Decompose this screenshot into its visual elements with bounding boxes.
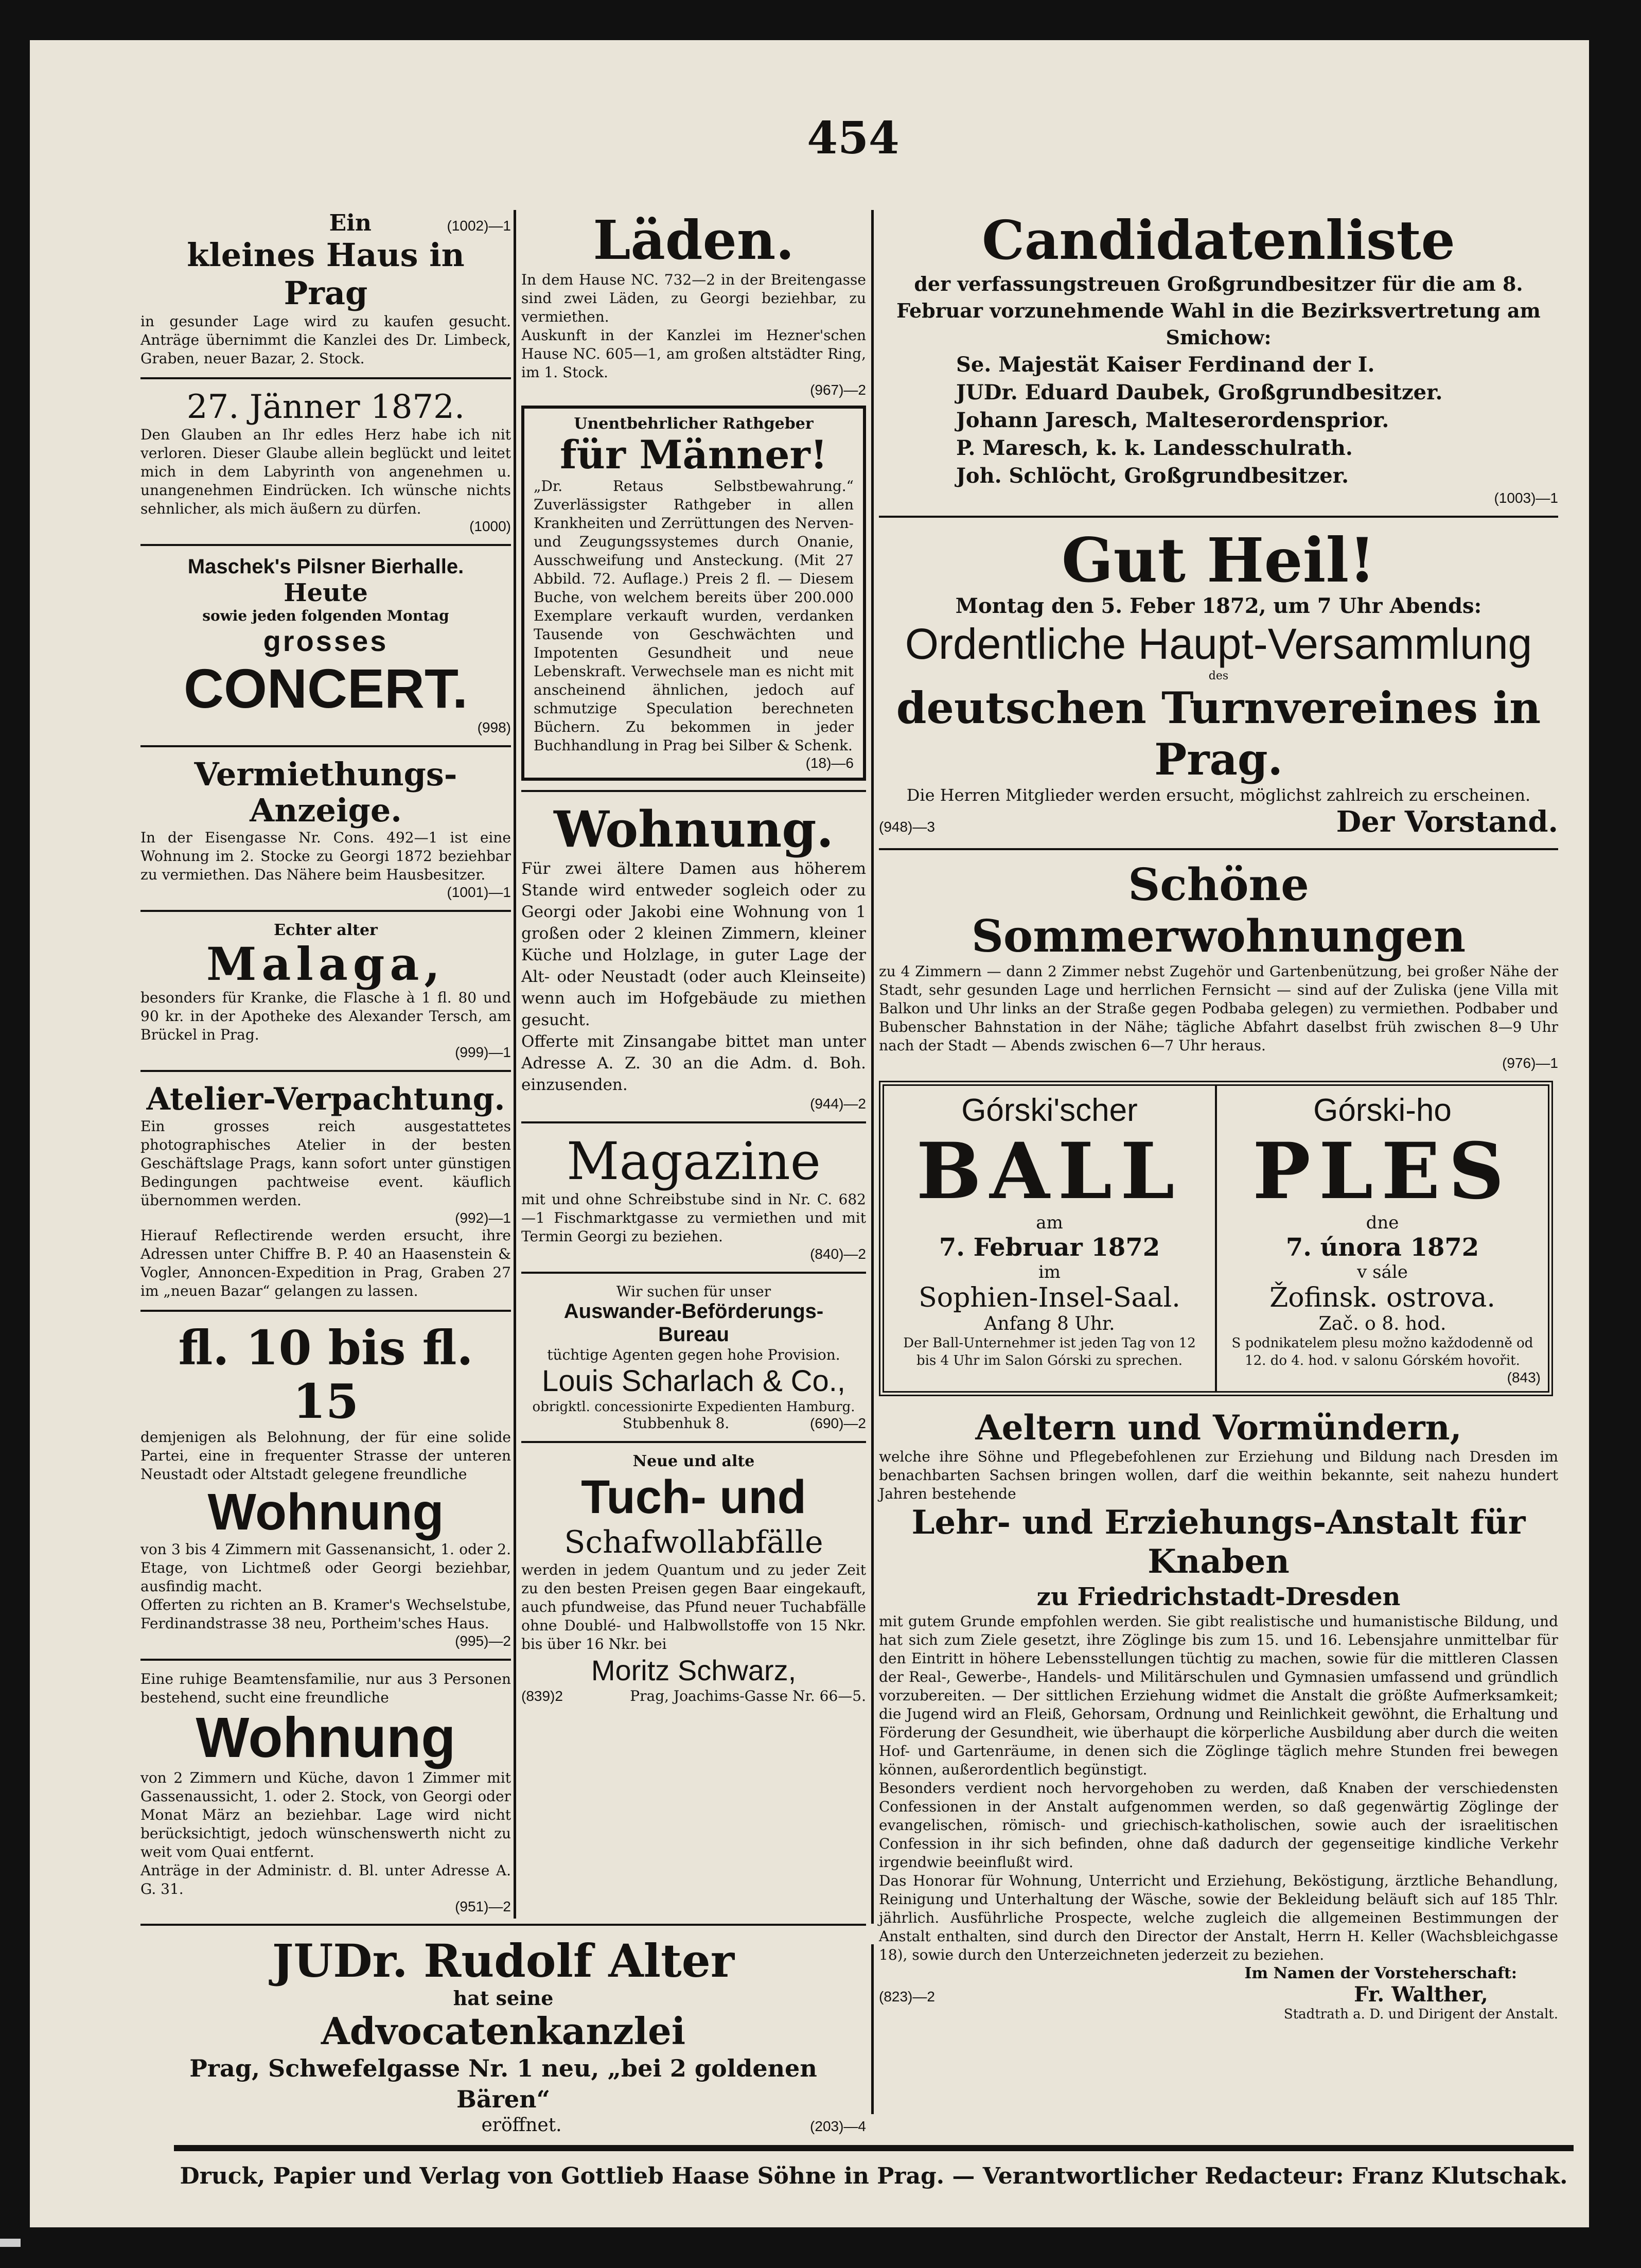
- ad-line: Prag, Schwefelgasse Nr. 1 neu, „bei 2 goldenen Bären“: [189, 2054, 817, 2113]
- ad-title: Wohnung.: [554, 800, 834, 858]
- page-number: 454: [807, 112, 899, 164]
- ad-line: hat seine: [453, 1986, 554, 2010]
- column-rule: [514, 210, 516, 1919]
- ad-title: Schöne Sommerwohnungen: [971, 859, 1466, 962]
- ad-maenner: [521, 406, 866, 781]
- ball-czech: [1215, 1086, 1548, 1391]
- ad-ref: (840)—2: [810, 1246, 866, 1262]
- ad-text: Hierauf Reflectirende werden ersucht, ihre Adressen unter Chiffre B. P. 40 an Haasenstein & Vogler, Annoncen-Expedition in Prag, Graben 27 im „neuen Bazar“ gelangen zu lassen.: [140, 1227, 511, 1299]
- ad-text: Für zwei ältere Damen aus höherem Stande wird entweder sogleich oder zu Georgi oder Jakobi eine Wohnung von 1 großen oder 2 kleinen Zimmern, kleiner Küche und Holzlage, in guter Lage der Alt- oder Neustadt (oder auch Kleinseite) wenn auch im Hofgebäude zu miethen gesucht.: [521, 859, 866, 1029]
- ad-line: Anfang 8 Uhr.: [984, 1313, 1115, 1334]
- ad-date: 7. Februar 1872: [939, 1233, 1160, 1262]
- ad-candidaten: [879, 210, 1558, 506]
- ad-tuch: [521, 1452, 866, 1704]
- ad-title: Louis Scharlach & Co.,: [542, 1364, 845, 1398]
- ad-title: CONCERT.: [183, 657, 468, 719]
- ad-title: Vermiethungs-: [194, 755, 457, 793]
- ad-ref: (967)—2: [810, 382, 866, 398]
- ad-line: Górski-ho: [1313, 1093, 1452, 1128]
- ad-vermiethung: [140, 757, 511, 901]
- imprint-footer: Druck, Papier und Verlag von Gottlieb Haase Söhne in Prag. — Verantwortlicher Redacteur: Franz Klutschak.: [180, 2163, 1568, 2189]
- ad-ref: (976)—1: [1502, 1055, 1558, 1071]
- ad-ref: (18)—6: [805, 755, 854, 771]
- ad-ref: (998): [477, 719, 511, 735]
- ad-title: Ordentliche Haupt-Versammlung: [905, 620, 1532, 668]
- ad-line: Zač. o 8. hod.: [1318, 1313, 1446, 1334]
- ad-text: S podnikatelem plesu možno každodenně od 12. do 4. hod. v salonu Górském hovořit.: [1231, 1335, 1533, 1368]
- ad-text: von 3 bis 4 Zimmern mit Gassenansicht, 1. oder 2. Etage, von Lichtmeß oder Georgi beziehbar, ausfindig macht.: [140, 1541, 511, 1595]
- ad-signature: Fr. Walther,: [1354, 1982, 1488, 2007]
- ad-headline: Maschek's Pilsner Bierhalle.: [187, 555, 464, 578]
- ad-wohnung-gesucht: [140, 1670, 511, 1915]
- ad-title: kleines Haus in Prag: [187, 236, 465, 312]
- ad-kleines-haus: [140, 210, 511, 368]
- ad-title: Wohnung: [207, 1483, 444, 1541]
- ad-text: Das Honorar für Wohnung, Unterricht und Erziehung, Beköstigung, ärztliche Behandlung, Reinigung und Unterhaltung der Wäsche, sowie der Bekleidung beläuft sich auf 185 Thlr. jährlich. Ausführliche Prospecte, welche zugleich die allgemeinen Bestimmungen der Anstalt enthalten, sind durch den Director der Anstalt, Herrn H. Keller (Wachsbleichgasse 18), sowie durch den Unterzeichneten jederzeit zu beziehen.: [879, 1872, 1558, 1963]
- ad-ref: (951)—2: [455, 1898, 511, 1914]
- ad-text: Offerten zu richten an B. Kramer's Wechselstube, Ferdinandstrasse 38 neu, Portheim'sches Haus.: [140, 1596, 511, 1632]
- ad-ref: (995)—2: [455, 1633, 511, 1649]
- ad-text: Anträge in der Administr. d. Bl. unter Adresse A. G. 31.: [140, 1862, 511, 1897]
- ad-text: Besonders verdient noch hervorgehoben zu werden, daß Knaben der verschiedensten Confessionen in der Anstalt aufgenommen werden, so daß gegenwärtig Zöglinge der evangelischen, römisch- und griechisch-katholischen, sowie auch der israelitischen Confession in ihr sich befinden, ohne daß dadurch der gegenseitige kindliche Verkehr irgendwie beeinflußt wird.: [879, 1780, 1558, 1871]
- ad-title: Advocatenkanzlei: [321, 2009, 686, 2053]
- candidate-list: [879, 351, 1558, 490]
- ad-magazine: [521, 1133, 866, 1262]
- ad-title: Läden.: [593, 208, 795, 272]
- column-rule: [871, 210, 874, 1924]
- newspaper-page: [30, 40, 1589, 2227]
- ad-line: des: [1208, 670, 1229, 682]
- ad-laeden: [521, 210, 866, 398]
- ad-line: sowie jeden folgenden Montag: [202, 607, 449, 624]
- ad-belohnung: [140, 1321, 511, 1649]
- ad-text: werden in jedem Quantum und zu jeder Zeit zu den besten Preisen gegen Baar eingekauft, auch pfundweise, das Pfund neuer Tuchabfälle ohne Doublé- und Halbwollstoffe von 15 Nkr. bis über 16 Nkr. bei: [521, 1561, 866, 1652]
- ad-headline: Neue und alte: [632, 1452, 755, 1470]
- ad-title: PLES: [1252, 1126, 1512, 1217]
- ad-title: Schafwollabfälle: [564, 1524, 823, 1560]
- ad-text: zu 4 Zimmern — dann 2 Zimmer nebst Zugehör und Gartenbenützung, bei großer Nähe der Stadt, sehr gesunden Lage und herrlichen Fernsicht — sind auf der Zuliska (jene Villa mit Balkon und Uhr links an der Straße gegen Podbaba gelegen) zu vermiethen. Podbaber und Bubenscher Bahnstation in der Nähe; tägliche Abfahrt daselbst früh zwischen 8—9 Uhr nach der Stadt — Abends zwischen 6—7 Uhr heraus.: [879, 963, 1558, 1054]
- ad-headline: Ein: [329, 210, 372, 236]
- ad-ref: (690)—2: [810, 1415, 866, 1431]
- column-middle: [521, 210, 866, 1704]
- ad-line: Górski'scher: [961, 1093, 1138, 1128]
- column-rule: [871, 1944, 874, 2114]
- ad-jaenner: [140, 389, 511, 535]
- ad-signature: Der Vorstand.: [1336, 805, 1558, 839]
- ad-title: Candidatenliste: [982, 208, 1455, 272]
- ad-ref: (839)2: [521, 1688, 563, 1704]
- ad-place: Žofinsk. ostrova.: [1269, 1282, 1495, 1313]
- ad-title: BALL: [916, 1126, 1183, 1217]
- ad-signature: Stadtrath a. D. und Dirigent der Anstalt.: [1283, 2007, 1558, 2022]
- ad-ref: (1002)—1: [447, 218, 511, 234]
- scan-edge-mark: [0, 2239, 21, 2247]
- ad-text: demjenigen als Belohnung, der für eine solide Partei, eine in frequenter Strasse der unteren Neustadt oder Altstadt gelegene freundliche: [140, 1429, 511, 1483]
- ad-text: mit und ohne Schreibstube sind in Nr. C. 682—1 Fischmarktgasse zu vermiethen und mit Termin Georgi zu beziehen.: [521, 1191, 866, 1245]
- ad-text: Den Glauben an Ihr edles Herz habe ich nit verloren. Dieser Glaube allein beglückt und leitet mich in dem Labyrinth von angenehmen u. unangenehmen Eindrücken. Ich wünsche nichts sehnlicher, als mich äußern zu dürfen.: [140, 426, 511, 517]
- ad-line: am: [1036, 1212, 1063, 1233]
- ad-text: Auskunft in der Kanzlei im Hezner'schen Hause NC. 605—1, am großen altstädter Ring, im 1. Stock.: [521, 327, 866, 381]
- ad-title: fl. 10 bis fl. 15: [178, 1320, 473, 1429]
- ad-title: Gut Heil!: [1061, 524, 1376, 596]
- ad-sommer: [879, 859, 1558, 1071]
- ad-line: Heute: [284, 578, 368, 607]
- ad-title: Wohnung: [196, 1706, 456, 1769]
- ad-text: In dem Hause NC. 732—2 in der Breitengasse sind zwei Läden, zu Georgi beziehbar, zu vermiethen.: [521, 271, 866, 325]
- ad-ref: (1001)—1: [447, 884, 511, 900]
- ad-headline: Echter alter: [274, 921, 378, 939]
- ad-text: besonders für Kranke, die Flasche à 1 fl. 80 und 90 kr. in der Apotheke des Alexander Tersch, am Brückel in Prag.: [140, 989, 511, 1043]
- ad-text: mit gutem Grunde empfohlen werden. Sie gibt realistische und humanistische Bildung, und hat sich zum Ziele gesetzt, ihre Zöglinge bis zum 15. und 16. Lebensjahre unmittelbar für den Eintritt in höhere Lebensstellungen tüchtig zu machen, sowie für die mittleren Classen der Real-, Gewerbe-, Handels- und Militärschulen und Gymnasien umfassend und gründlich vorzubereiten. — Der sittlichen Erziehung widmet die Anstalt die größte Aufmerksamkeit; die Jugend wird an Fleiß, Gehorsam, Ordnung und Reinlichkeit gewöhnt, die Erhaltung und Förderung der Gesundheit, wie überhaupt die körperliche Ausbildung aber durch die weiten Hof- und Gartenräume, in denen sich die Zöglinge täglich mehre Stunden frei bewegen können, außerordentlich begünstigt.: [879, 1613, 1558, 1778]
- ad-line: obrigktl. concessionirte Expedienten Hamburg.: [532, 1399, 855, 1415]
- ad-title: deutschen Turnvereines in Prag.: [896, 682, 1541, 785]
- ad-concert: [140, 555, 511, 736]
- ad-line: im: [1038, 1262, 1061, 1282]
- ad-place: Sophien-Insel-Saal.: [919, 1282, 1180, 1313]
- ad-ball: [879, 1081, 1553, 1396]
- ad-ref: (948)—3: [879, 819, 935, 835]
- ad-text: Der Ball-Unternehmer ist jeden Tag von 12 bis 4 Uhr im Salon Górski zu sprechen.: [903, 1335, 1196, 1368]
- ad-line: tüchtige Agenten gegen hohe Provision.: [547, 1346, 840, 1363]
- ad-aeltern: [879, 1408, 1558, 2022]
- ad-title: Aeltern und Vormündern,: [975, 1408, 1462, 1448]
- ad-line: v sále: [1357, 1262, 1408, 1282]
- ad-ref: (1000): [469, 518, 511, 534]
- ad-line: grosses: [263, 625, 389, 657]
- column-right: [879, 210, 1589, 2022]
- ad-scharlach: [521, 1283, 866, 1432]
- ad-ref: (1003)—1: [1494, 490, 1558, 506]
- ad-title: für Männer!: [559, 432, 828, 478]
- ad-title: JUDr. Rudolf Alter: [272, 1934, 735, 1988]
- ad-headline: Auswander-Beförderungs-: [563, 1300, 824, 1323]
- ad-text: „Dr. Retaus Selbstbewahrung.“ Zuverlässigster Rathgeber in allen Krankheiten und Zerrüttungen des Nerven- und Zeugungssystemes durch Onanie, Ausschweifung und Ansteckung. (Mit 27 Abbild. 72. Auflage.) Preis 2 fl. — Diesem Buche, von welchem bereits über 200.000 Exemplare verkauft wurden, verdanken Tausende von Geschwächten und Impotenten Gesundheit und neue Lebenskraft. Verwechsele man es nicht mit anscheinend ähnlichen, jedoch auf schmutzige Speculation berechneten Büchern. Zu bekommen in jeder Buchhandlung in Prag bei Silber & Schenk.: [534, 478, 854, 754]
- ad-ref: (999)—1: [455, 1044, 511, 1060]
- candidate: Joh. Schlöcht, Großgrundbesitzer.: [956, 464, 1349, 488]
- ad-atelier: [140, 1081, 511, 1300]
- column-left: [140, 210, 511, 1915]
- ad-name: Moritz Schwarz,: [591, 1654, 797, 1686]
- ad-ref: (823)—2: [879, 1989, 935, 2005]
- ad-ref: (203)—4: [810, 2118, 866, 2134]
- ad-text: in gesunder Lage wird zu kaufen gesucht. Anträge übernimmt die Kanzlei des Dr. Limbeck, Graben, neuer Bazar, 2. Stock.: [140, 313, 511, 367]
- ad-text: von 2 Zimmern und Küche, davon 1 Zimmer mit Gassenaussicht, 1. oder 2. Stock, von Georgi oder Monat März an beziehbar. Lage wird nicht berücksichtigt, jedoch wünschenswerth nicht zu weit vom Quai entfernt.: [140, 1769, 511, 1860]
- ad-headline: Unentbehrlicher Rathgeber: [574, 415, 814, 433]
- ad-alter: [140, 1924, 866, 2136]
- ad-title: zu Friedrichstadt-Dresden: [1036, 1583, 1401, 1611]
- ad-title: Tuch- und: [581, 1471, 806, 1523]
- ad-ref: (992)—1: [455, 1210, 511, 1226]
- ad-title: Malaga,: [206, 937, 446, 991]
- ad-text: Offerte mit Zinsangabe bittet man unter Adresse A. Z. 30 an die Adm. d. Boh. einzusenden.: [521, 1032, 866, 1094]
- ad-text: Eine ruhige Beamtensfamilie, nur aus 3 Personen bestehend, sucht eine freundliche: [140, 1671, 511, 1706]
- ad-malaga: [140, 921, 511, 1061]
- candidate: Johann Jaresch, Malteserordensprior.: [956, 408, 1389, 432]
- ad-text: Ein grosses reich ausgestattetes photographisches Atelier in der besten Geschäftslage Prags, kann sofort unter günstigen Bedingungen pachtweise event. käuflich übernommen werden.: [140, 1118, 511, 1209]
- ad-line: eröffnet.: [481, 2115, 562, 2136]
- candidate: JUDr. Eduard Daubek, Großgrundbesitzer.: [956, 380, 1443, 405]
- ad-title: Lehr- und Erziehungs-Anstalt für Knaben: [911, 1503, 1526, 1581]
- ad-title: Atelier-Verpachtung.: [146, 1081, 505, 1117]
- ad-line: Montag den 5. Feber 1872, um 7 Uhr Abends:: [955, 594, 1482, 618]
- footer-rule: [174, 2145, 1574, 2151]
- ad-ref: (843): [1507, 1369, 1541, 1385]
- candidate: Se. Majestät Kaiser Ferdinand der I.: [956, 353, 1375, 377]
- ad-line: Die Herren Mitglieder werden ersucht, möglichst zahlreich zu erscheinen.: [906, 785, 1531, 805]
- ad-title: Anzeige.: [250, 792, 402, 829]
- ad-date: 7. února 1872: [1285, 1233, 1479, 1262]
- ad-text: In der Eisengasse Nr. Cons. 492—1 ist eine Wohnung im 2. Stocke zu Georgi 1872 beziehbar zu vermiethen. Das Nähere beim Hausbesitzer.: [140, 829, 511, 883]
- ad-title: Magazine: [567, 1131, 821, 1191]
- ad-line: Stubbenhuk 8.: [622, 1415, 730, 1432]
- ad-signature: Im Namen der Vorsteherschaft:: [1244, 1964, 1517, 1982]
- ad-text: der verfassungstreuen Großgrundbesitzer für die am 8. Februar vorzunehmende Wahl in die Bezirksvertretung am Smichow:: [896, 272, 1541, 349]
- ad-wohnung-damen: [521, 801, 866, 1112]
- ad-line: Prag, Joachims-Gasse Nr. 66—5.: [630, 1687, 866, 1704]
- ball-german: [884, 1086, 1215, 1391]
- ad-ref: (944)—2: [810, 1096, 866, 1112]
- ad-gut-heil: [879, 524, 1558, 839]
- candidate: P. Maresch, k. k. Landesschulrath.: [956, 436, 1353, 460]
- ad-line: Wir suchen für unser: [616, 1283, 771, 1300]
- ad-headline: Bureau: [658, 1323, 729, 1346]
- ad-text: welche ihre Söhne und Pflegebefohlenen zur Erziehung und Bildung nach Dresden im benachbarten Sachsen bringen wollen, darf die weithin bekannte, seit nahezu hundert Jahren bestehende: [879, 1448, 1558, 1502]
- ad-line: dne: [1366, 1212, 1399, 1233]
- ad-title: 27. Jänner 1872.: [186, 388, 465, 426]
